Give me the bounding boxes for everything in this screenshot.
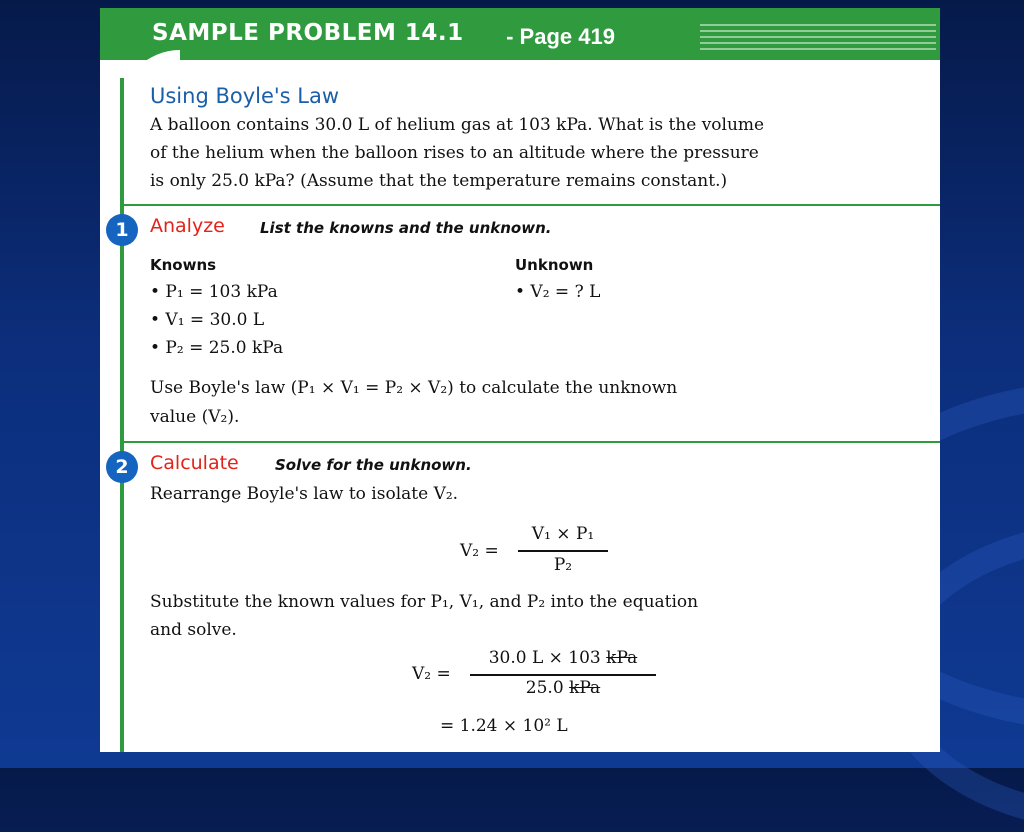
equation-1-denominator: P₂ <box>553 555 573 575</box>
unknown-v2: • V₂ = ? L <box>515 282 601 302</box>
analyze-note-line-1: Use Boyle's law (P₁ × V₁ = P₂ × V₂) to calculate the unknown <box>150 378 678 398</box>
sample-problem-title: SAMPLE PROBLEM 14.1 <box>152 20 464 46</box>
unknown-label: Unknown <box>515 256 594 274</box>
calculate-heading: Calculate <box>150 452 239 474</box>
analyze-heading: Analyze <box>150 215 225 237</box>
equation-2-lhs: V₂ = <box>412 664 451 684</box>
equation-2-denominator-unit: kPa <box>569 678 601 698</box>
sample-problem-page <box>100 8 940 752</box>
equation-2-numerator <box>468 648 658 668</box>
known-p1: • P₁ = 103 kPa <box>150 282 278 302</box>
problem-line-2: of the helium when the balloon rises to an altitude where the pressure <box>150 143 759 163</box>
analyze-subheading: List the knowns and the unknown. <box>260 219 552 237</box>
equation-1-numerator: V₁ × P₁ <box>531 524 595 544</box>
equation-2-denominator <box>468 678 658 698</box>
calculate-line-2b: and solve. <box>150 620 237 640</box>
knowns-label: Knowns <box>150 256 217 274</box>
problem-line-1: A balloon contains 30.0 L of helium gas at 103 kPa. What is the volume <box>150 115 765 135</box>
analyze-note-line-2: value (V₂). <box>150 407 240 427</box>
equation-2-numerator-unit: kPa <box>606 648 638 668</box>
page-reference: - Page 419 <box>500 24 615 49</box>
equation-1-lhs: V₂ = <box>460 541 499 561</box>
step-1-marker: 1 <box>106 214 138 246</box>
problem-line-3: is only 25.0 kPa? (Assume that the temperature remains constant.) <box>150 171 728 191</box>
known-v1: • V₁ = 30.0 L <box>150 310 265 330</box>
divider-analyze <box>122 204 940 206</box>
known-p2: • P₂ = 25.0 kPa <box>150 338 284 358</box>
equation-2-numerator-value: 30.0 L × 103 <box>488 648 607 668</box>
calculate-subheading: Solve for the unknown. <box>275 456 472 474</box>
divider-calculate <box>122 441 940 443</box>
problem-title: Using Boyle's Law <box>150 84 340 108</box>
equation-2-result: = 1.24 × 10² L <box>440 716 568 736</box>
equation-2-denominator-value: 25.0 <box>525 678 570 698</box>
equation-2-fraction-bar <box>470 674 656 676</box>
equation-1-fraction-bar <box>518 550 608 552</box>
calculate-line-1: Rearrange Boyle's law to isolate V₂. <box>150 484 459 504</box>
calculate-line-2a: Substitute the known values for P₁, V₁, and P₂ into the equation <box>150 592 699 612</box>
header-hatch <box>700 24 936 54</box>
step-2-marker: 2 <box>106 451 138 483</box>
left-rule <box>120 78 124 752</box>
